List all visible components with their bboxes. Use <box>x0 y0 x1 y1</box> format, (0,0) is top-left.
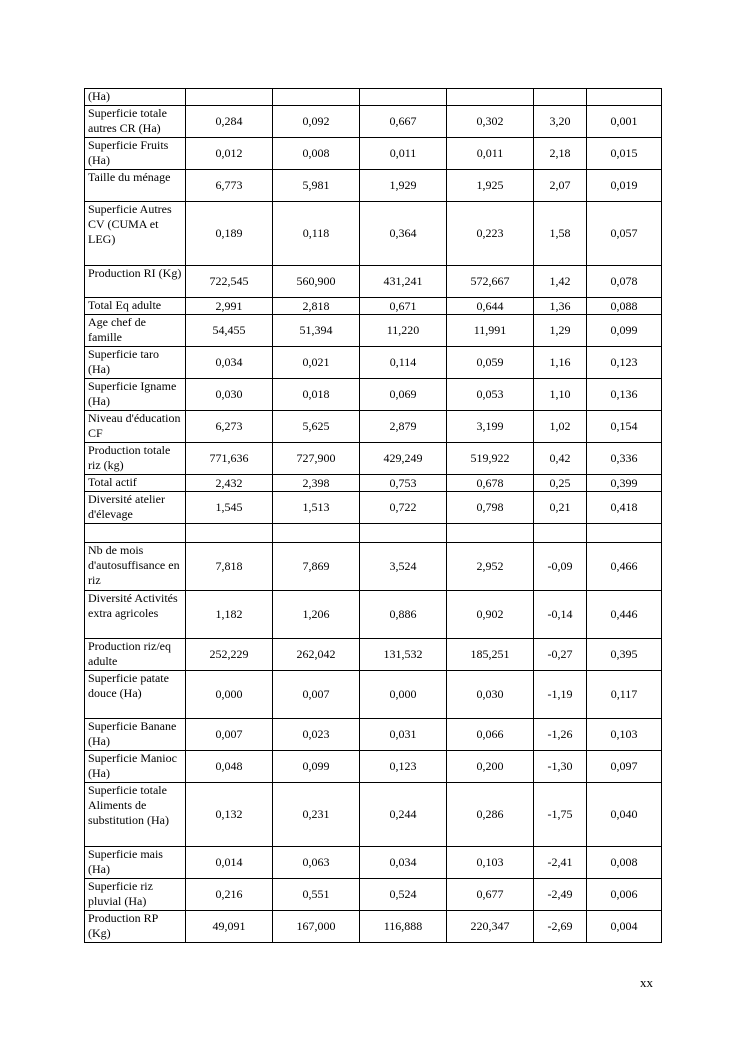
row-label-cell: Superficie mais (Ha) <box>85 847 186 879</box>
value-cell: 1,58 <box>534 202 587 266</box>
row-label-cell: Superficie Banane (Ha) <box>85 719 186 751</box>
value-cell: 0,000 <box>360 671 447 719</box>
value-cell: 2,818 <box>273 298 360 315</box>
value-cell: 0,088 <box>587 298 662 315</box>
row-label-cell: Production RI (Kg) <box>85 266 186 298</box>
value-cell: 0,902 <box>447 591 534 639</box>
value-cell <box>186 524 273 543</box>
value-cell: 0,001 <box>587 106 662 138</box>
value-cell: 11,991 <box>447 315 534 347</box>
value-cell: 771,636 <box>186 443 273 475</box>
table-row <box>85 347 662 379</box>
value-cell: 0,223 <box>447 202 534 266</box>
value-cell: 0,021 <box>273 347 360 379</box>
table-row <box>85 202 662 266</box>
value-cell: 0,200 <box>447 751 534 783</box>
value-cell: 0,364 <box>360 202 447 266</box>
row-label-cell: Diversité Activités extra agricoles <box>85 591 186 639</box>
value-cell: -1,75 <box>534 783 587 847</box>
value-cell: 0,012 <box>186 138 273 170</box>
value-cell: 1,42 <box>534 266 587 298</box>
value-cell: 0,034 <box>360 847 447 879</box>
value-cell: 5,981 <box>273 170 360 202</box>
value-cell: 0,008 <box>587 847 662 879</box>
value-cell: 1,182 <box>186 591 273 639</box>
row-label-cell: Superficie taro (Ha) <box>85 347 186 379</box>
value-cell: 0,097 <box>587 751 662 783</box>
table-row <box>85 475 662 492</box>
value-cell: 0,103 <box>587 719 662 751</box>
value-cell: -2,49 <box>534 879 587 911</box>
value-cell: 1,02 <box>534 411 587 443</box>
value-cell: 0,063 <box>273 847 360 879</box>
value-cell: 2,07 <box>534 170 587 202</box>
value-cell: -0,27 <box>534 639 587 671</box>
value-cell <box>186 89 273 106</box>
row-label-cell: Age chef de famille <box>85 315 186 347</box>
value-cell: 51,394 <box>273 315 360 347</box>
row-label-cell: Superficie totale Aliments de substitution (Ha) <box>85 783 186 847</box>
value-cell: 0,753 <box>360 475 447 492</box>
table-row <box>85 524 662 543</box>
value-cell <box>587 89 662 106</box>
value-cell <box>273 89 360 106</box>
value-cell: 1,929 <box>360 170 447 202</box>
value-cell: 0,078 <box>587 266 662 298</box>
row-label-cell: Superficie Igname (Ha) <box>85 379 186 411</box>
value-cell: 0,644 <box>447 298 534 315</box>
table-row <box>85 89 662 106</box>
table-row <box>85 315 662 347</box>
table-row <box>85 138 662 170</box>
value-cell <box>447 524 534 543</box>
table-row <box>85 170 662 202</box>
value-cell: 0,031 <box>360 719 447 751</box>
row-label-cell: Total actif <box>85 475 186 492</box>
value-cell: 0,399 <box>587 475 662 492</box>
value-cell: 0,216 <box>186 879 273 911</box>
value-cell: 0,040 <box>587 783 662 847</box>
value-cell: 0,015 <box>587 138 662 170</box>
value-cell: 2,398 <box>273 475 360 492</box>
value-cell: 0,066 <box>447 719 534 751</box>
value-cell: 0,446 <box>587 591 662 639</box>
value-cell <box>447 89 534 106</box>
value-cell: 0,059 <box>447 347 534 379</box>
table-row <box>85 492 662 524</box>
statistics-table <box>84 88 662 943</box>
value-cell: 54,455 <box>186 315 273 347</box>
value-cell: 0,722 <box>360 492 447 524</box>
table-row <box>85 379 662 411</box>
value-cell: 3,20 <box>534 106 587 138</box>
table-row <box>85 298 662 315</box>
table-body <box>85 89 662 943</box>
value-cell: 0,069 <box>360 379 447 411</box>
value-cell: 0,099 <box>587 315 662 347</box>
value-cell <box>273 524 360 543</box>
row-label-cell: Production RP (Kg) <box>85 911 186 943</box>
value-cell: 0,551 <box>273 879 360 911</box>
table-row <box>85 671 662 719</box>
value-cell: -2,41 <box>534 847 587 879</box>
table-row <box>85 751 662 783</box>
value-cell: 0,053 <box>447 379 534 411</box>
value-cell: 0,030 <box>447 671 534 719</box>
value-cell: 0,023 <box>273 719 360 751</box>
row-label-cell: Superficie riz pluvial (Ha) <box>85 879 186 911</box>
value-cell: 1,16 <box>534 347 587 379</box>
value-cell: 3,199 <box>447 411 534 443</box>
value-cell: 0,524 <box>360 879 447 911</box>
table-row <box>85 543 662 591</box>
value-cell: -1,30 <box>534 751 587 783</box>
value-cell: 0,302 <box>447 106 534 138</box>
value-cell: 0,099 <box>273 751 360 783</box>
row-label-cell: Superficie Manioc (Ha) <box>85 751 186 783</box>
value-cell: 0,007 <box>186 719 273 751</box>
value-cell: 3,524 <box>360 543 447 591</box>
value-cell: -0,09 <box>534 543 587 591</box>
value-cell: 727,900 <box>273 443 360 475</box>
value-cell: 0,395 <box>587 639 662 671</box>
value-cell: 0,114 <box>360 347 447 379</box>
table-row <box>85 879 662 911</box>
row-label-cell: Superficie totale autres CR (Ha) <box>85 106 186 138</box>
value-cell: 6,773 <box>186 170 273 202</box>
value-cell: 0,014 <box>186 847 273 879</box>
value-cell: -0,14 <box>534 591 587 639</box>
value-cell: 0,136 <box>587 379 662 411</box>
value-cell: 0,678 <box>447 475 534 492</box>
value-cell: 0,677 <box>447 879 534 911</box>
value-cell: -2,69 <box>534 911 587 943</box>
page-number: xx <box>640 975 653 990</box>
value-cell: 0,019 <box>587 170 662 202</box>
value-cell: 0,798 <box>447 492 534 524</box>
table-row <box>85 783 662 847</box>
value-cell <box>360 524 447 543</box>
value-cell: 0,42 <box>534 443 587 475</box>
value-cell: 0,007 <box>273 671 360 719</box>
value-cell: 49,091 <box>186 911 273 943</box>
value-cell: 2,991 <box>186 298 273 315</box>
value-cell <box>360 89 447 106</box>
value-cell: 116,888 <box>360 911 447 943</box>
value-cell: 0,244 <box>360 783 447 847</box>
value-cell: 0,030 <box>186 379 273 411</box>
value-cell: 1,545 <box>186 492 273 524</box>
value-cell: 167,000 <box>273 911 360 943</box>
value-cell: 0,123 <box>360 751 447 783</box>
value-cell: 0,011 <box>360 138 447 170</box>
row-label-cell: (Ha) <box>85 89 186 106</box>
value-cell: 572,667 <box>447 266 534 298</box>
value-cell: 0,057 <box>587 202 662 266</box>
row-label-cell: Production totale riz (kg) <box>85 443 186 475</box>
value-cell <box>587 524 662 543</box>
value-cell: 722,545 <box>186 266 273 298</box>
value-cell: 0,154 <box>587 411 662 443</box>
table-row <box>85 719 662 751</box>
value-cell: 6,273 <box>186 411 273 443</box>
row-label-cell: Production riz/eq adulte <box>85 639 186 671</box>
table-row <box>85 639 662 671</box>
table-row <box>85 847 662 879</box>
value-cell <box>534 524 587 543</box>
value-cell: 1,513 <box>273 492 360 524</box>
value-cell: 0,231 <box>273 783 360 847</box>
row-label-cell: Taille du ménage <box>85 170 186 202</box>
value-cell: 560,900 <box>273 266 360 298</box>
row-label-cell: Niveau d'éducation CF <box>85 411 186 443</box>
table-row <box>85 411 662 443</box>
value-cell: -1,26 <box>534 719 587 751</box>
table-row <box>85 266 662 298</box>
value-cell: 0,117 <box>587 671 662 719</box>
value-cell: 0,284 <box>186 106 273 138</box>
value-cell: 0,286 <box>447 783 534 847</box>
value-cell: 0,034 <box>186 347 273 379</box>
value-cell: 220,347 <box>447 911 534 943</box>
value-cell: 262,042 <box>273 639 360 671</box>
value-cell: 431,241 <box>360 266 447 298</box>
value-cell: 0,048 <box>186 751 273 783</box>
value-cell: 0,886 <box>360 591 447 639</box>
value-cell: 0,123 <box>587 347 662 379</box>
value-cell: 252,229 <box>186 639 273 671</box>
value-cell: 2,879 <box>360 411 447 443</box>
row-label-cell <box>85 524 186 543</box>
value-cell: 0,466 <box>587 543 662 591</box>
value-cell: 0,006 <box>587 879 662 911</box>
value-cell: 0,000 <box>186 671 273 719</box>
value-cell: 0,118 <box>273 202 360 266</box>
value-cell: 0,25 <box>534 475 587 492</box>
value-cell: 429,249 <box>360 443 447 475</box>
value-cell: 0,189 <box>186 202 273 266</box>
value-cell: 0,418 <box>587 492 662 524</box>
value-cell: 1,10 <box>534 379 587 411</box>
value-cell: 1,925 <box>447 170 534 202</box>
value-cell: 0,018 <box>273 379 360 411</box>
value-cell: 185,251 <box>447 639 534 671</box>
table-row <box>85 443 662 475</box>
row-label-cell: Superficie Fruits (Ha) <box>85 138 186 170</box>
value-cell: 519,922 <box>447 443 534 475</box>
value-cell: 0,008 <box>273 138 360 170</box>
value-cell: -1,19 <box>534 671 587 719</box>
value-cell: 1,36 <box>534 298 587 315</box>
value-cell: 0,004 <box>587 911 662 943</box>
table-row <box>85 106 662 138</box>
value-cell <box>534 89 587 106</box>
value-cell: 0,092 <box>273 106 360 138</box>
value-cell: 2,952 <box>447 543 534 591</box>
row-label-cell: Total Eq adulte <box>85 298 186 315</box>
value-cell: 2,18 <box>534 138 587 170</box>
value-cell: 0,671 <box>360 298 447 315</box>
row-label-cell: Superficie Autres CV (CUMA et LEG) <box>85 202 186 266</box>
value-cell: 0,336 <box>587 443 662 475</box>
value-cell: 0,011 <box>447 138 534 170</box>
value-cell: 0,132 <box>186 783 273 847</box>
value-cell: 0,21 <box>534 492 587 524</box>
value-cell: 1,206 <box>273 591 360 639</box>
value-cell: 1,29 <box>534 315 587 347</box>
row-label-cell: Nb de mois d'autosuffisance en riz <box>85 543 186 591</box>
table-row <box>85 591 662 639</box>
value-cell: 5,625 <box>273 411 360 443</box>
value-cell: 0,667 <box>360 106 447 138</box>
value-cell: 11,220 <box>360 315 447 347</box>
table-row <box>85 911 662 943</box>
row-label-cell: Diversité atelier d'élevage <box>85 492 186 524</box>
value-cell: 131,532 <box>360 639 447 671</box>
value-cell: 0,103 <box>447 847 534 879</box>
row-label-cell: Superficie patate douce (Ha) <box>85 671 186 719</box>
value-cell: 7,818 <box>186 543 273 591</box>
value-cell: 7,869 <box>273 543 360 591</box>
value-cell: 2,432 <box>186 475 273 492</box>
